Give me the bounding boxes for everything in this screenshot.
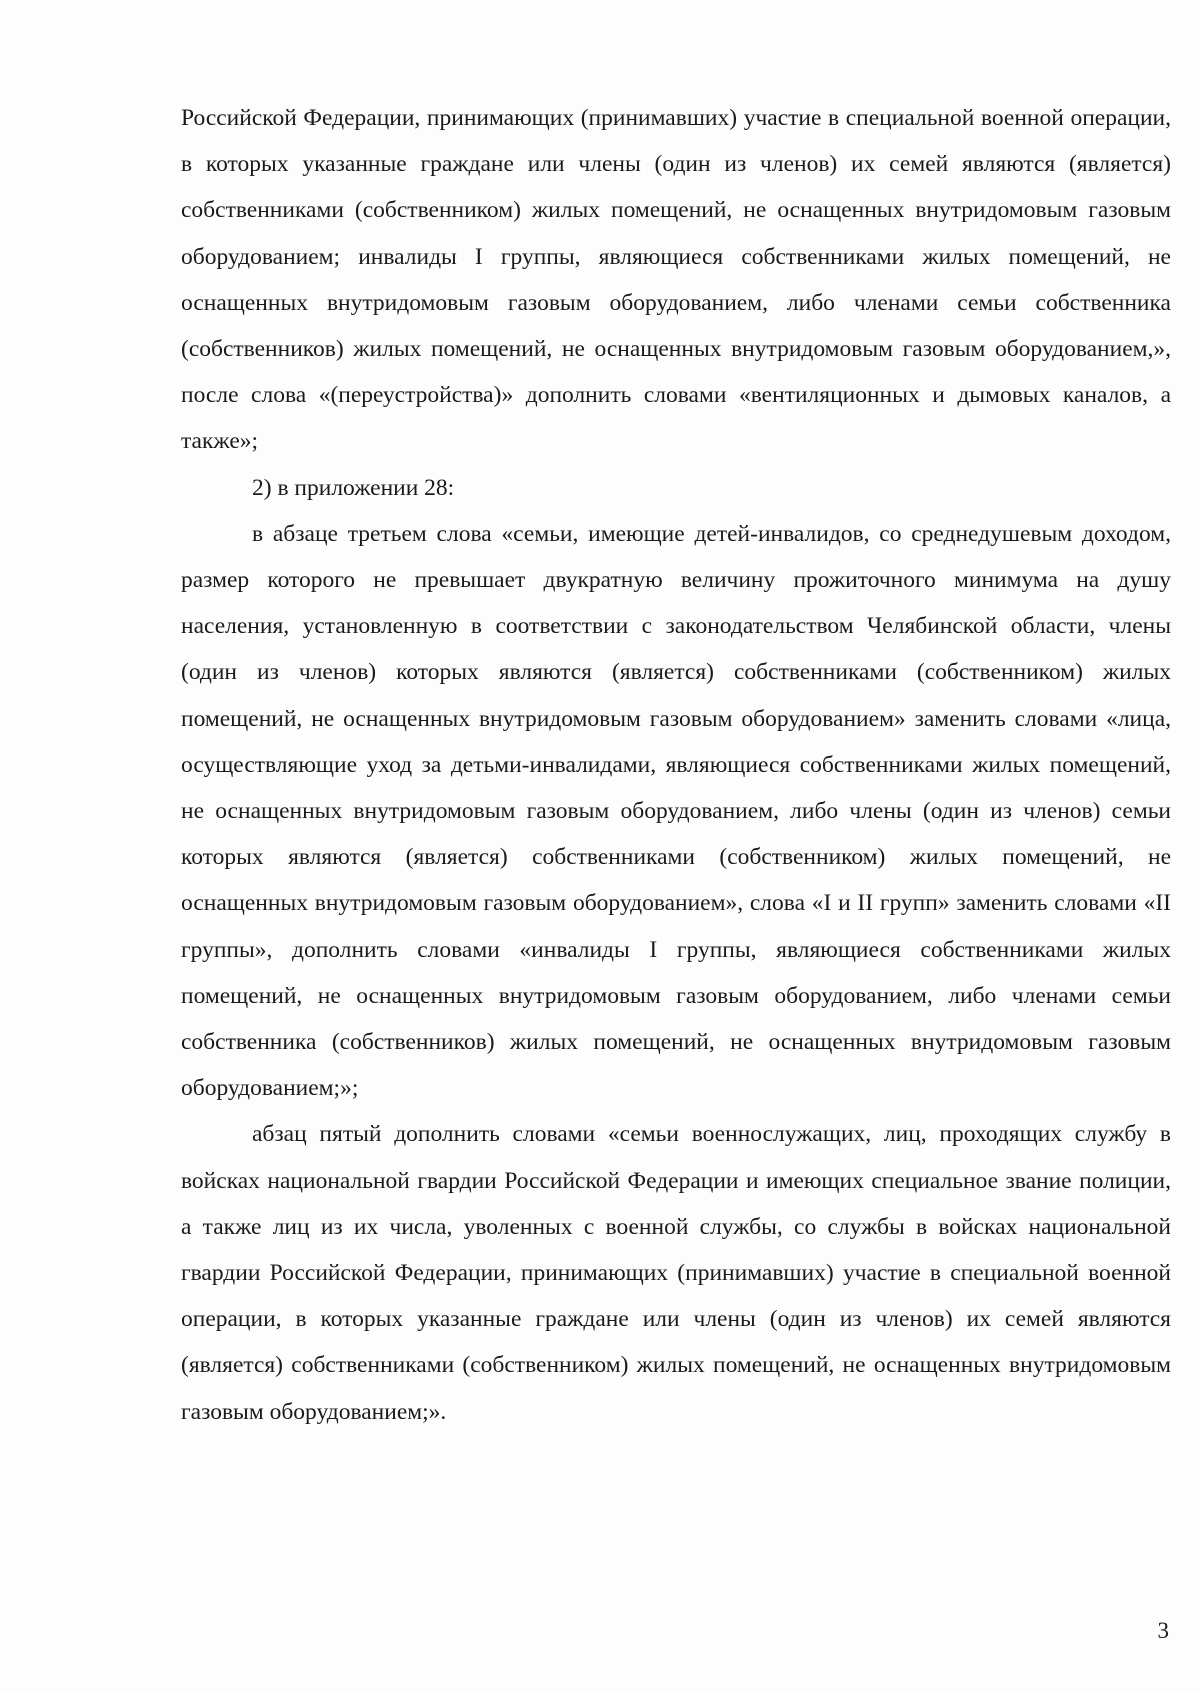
- document-body: [181, 95, 1171, 1435]
- paragraph-list-item: 2) в приложении 28:: [252, 474, 455, 501]
- paragraph-amendment-fifth: абзац пятый дополнить словами «семьи военнослужащих, лиц, проходящих службу в войсках национальной гвардии Российской Федерации и имеющих специальное звание полиции, а также лиц из их числа, уволенных с военной службы, со службы в войсках национальной гвардии Российской Федерации, принимающих (принимавших) участие в специальной военной операции, в которых указанные граждане или члены (один из членов) их семей являются (является) собственниками (собственником) жилых помещений, не оснащенных внутридомовым газовым оборудованием;».: [181, 1121, 1171, 1425]
- page-number: 3: [1157, 1618, 1169, 1643]
- paragraph-continuation: Российской Федерации, принимающих (принимавших) участие в специальной военной операции, в которых указанные граждане или члены (один из членов) их семей являются (является) собственниками (собственником) жилых помещений, не оснащенных внутридомовым газовым оборудованием; инвалиды I группы, являющиеся собственниками жилых помещений, не оснащенных внутридомовым газовым оборудованием, либо членами семьи собственника (собственников) жилых помещений, не оснащенных внутридомовым газовым оборудованием,», после слова «(переустройства)» дополнить словами «вентиляционных и дымовых каналов, а также»;: [181, 105, 1171, 455]
- paragraph-amendment-third: в абзаце третьем слова «семьи, имеющие детей-инвалидов, со среднедушевым доходом, размер которого не превышает двукратную величину прожиточного минимума на душу населения, установленную в соответствии с законодательством Челябинской области, члены (один из членов) которых являются (является) собственниками (собственником) жилых помещений, не оснащенных внутридомовым газовым оборудованием» заменить словами «лица, осуществляющие уход за детьми-инвалидами, являющиеся собственниками жилых помещений, не оснащенных внутридомовым газовым оборудованием, либо члены (один из членов) семьи которых являются (является) собственниками (собственником) жилых помещений, не оснащенных внутридомовым газовым оборудованием», слова «I и II групп» заменить словами «II группы», дополнить словами «инвалиды I группы, являющиеся собственниками жилых помещений, не оснащенных внутридомовым газовым оборудованием, либо членами семьи собственника (собственников) жилых помещений, не оснащенных внутридомовым газовым оборудованием;»;: [181, 520, 1171, 1102]
